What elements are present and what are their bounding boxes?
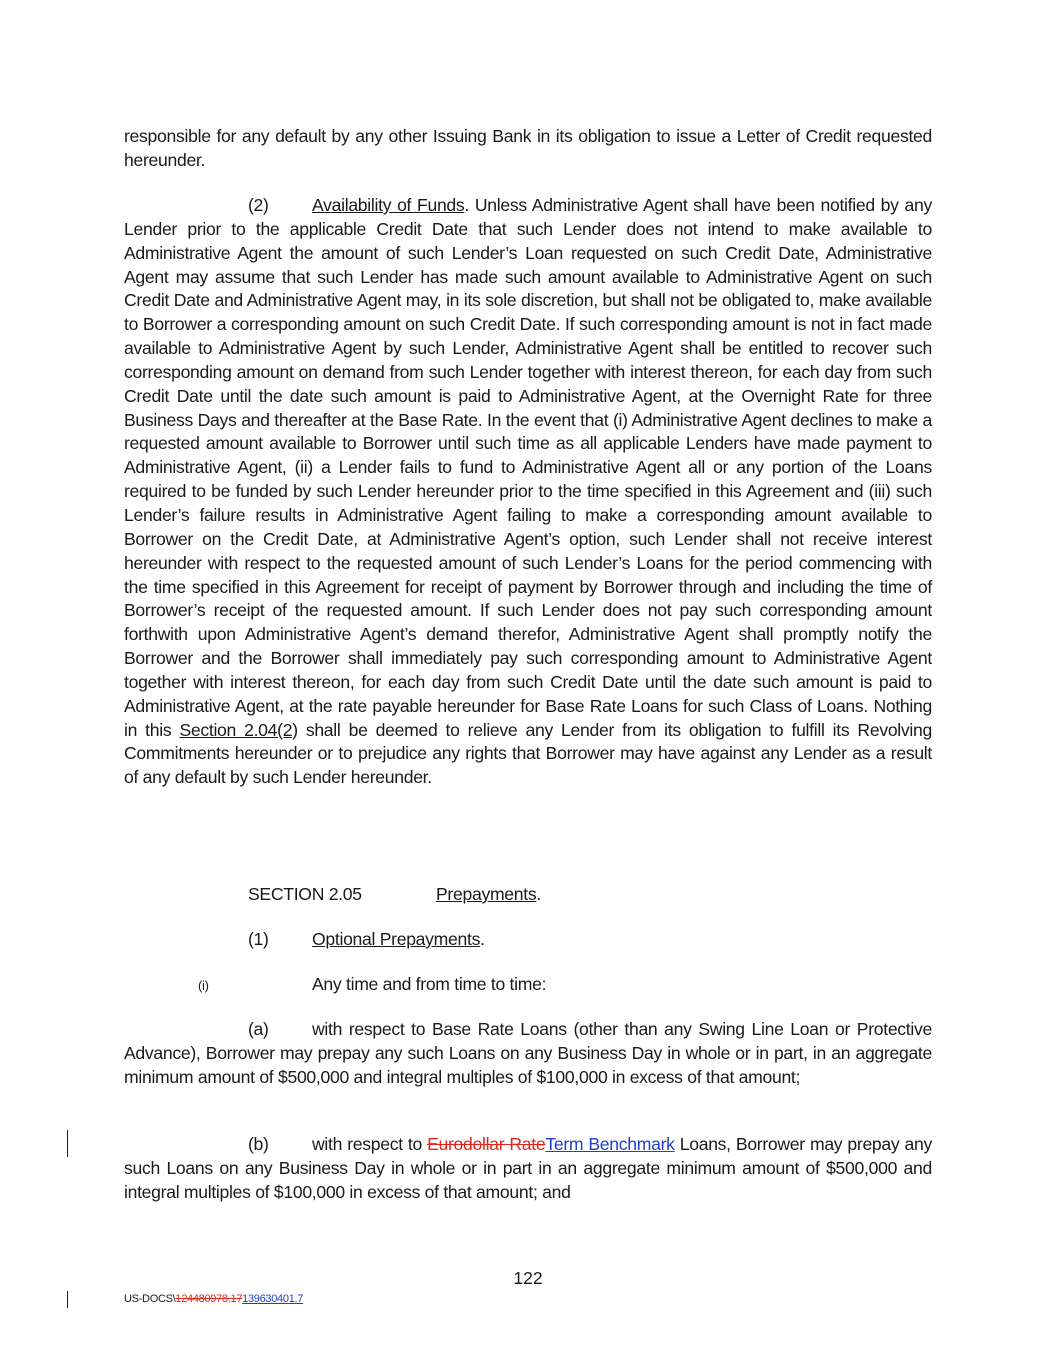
deleted-document-id: 124480978.17 <box>175 1293 243 1305</box>
clause-text: with respect to Base Rate Loans (other than any Swing Line Loan or Protective Advance), Borrower may prepay any such Loans on any Business Day in whole or in part, in an aggregate minimum amount of $500,000 and integral multiples of $100,000 in excess of that amount; <box>124 1019 932 1087</box>
clause-text-lead: with respect to <box>312 1134 428 1154</box>
paragraph-body-end: shall be deemed to relieve any Lender from its obligation to fulfill its Revolving Commitments hereunder or to prejudice any rights that Borrower may have against any Lender as a result of any default by such Lender hereunder. <box>124 719 932 788</box>
section-title-period: . <box>536 884 541 904</box>
paragraph-continued: responsible for any default by any other Issuing Bank in its obligation to issue a Letter of Credit requested hereunder. <box>124 126 932 170</box>
subsection-heading <box>248 928 485 952</box>
section-cross-reference: Section 2.04(2) <box>179 719 298 740</box>
section-heading <box>248 883 541 907</box>
inserted-text: Term Benchmark <box>545 1134 675 1154</box>
paragraph-number: (2) <box>248 195 269 215</box>
document-id <box>124 1293 303 1305</box>
paragraph-body: . Unless Administrative Agent shall have been notified by any Lender prior to the applicable Credit Date that such Lender does not intend to make available to Administrative Agent the amount of such Lender’s Loan requested on such Credit Date, Administrative Agent may assume that such Lender has made such amount available to Administrative Agent on such Credit Date and Administrative Agent may, in its sole discretion, but shall not be obligated to, make available to Borrower a corresponding amount on such Credit Date. If such corresponding amount is not in fact made available to Administrative Agent by such Lender, Administrative Agent shall be entitled to recover such corresponding amount on demand from such Lender together with interest thereon, for each day from such Credit Date until the date such amount is paid to Administrative Agent, at the Overnight Rate for three Business Days and thereafter at the Base Rate. In the event that (i) Administrative Agent declines to make a requested amount available to Borrower until such time as all applicable Lenders have made payment to Administrative Agent, (ii) a Lender fails to fund to Administrative Agent all or any portion of the Loans required to be funded by such Lender hereunder prior to the time specified in this Agreement and (iii) such Lender’s failure results in Administrative Agent failing to make a corresponding amount available to Borrower on the Credit Date, at Administrative Agent’s option, such Lender shall not receive interest hereunder with respect to the requested amount of such Lender’s Loans for the period commencing with the time specified in this Agreement for receipt of payment by Borrower through and including the time of Borrower’s receipt of the requested amount. If such Lender does not pay such corresponding amount forthwith upon Administrative Agent’s demand therefor, Administrative Agent shall promptly notify the Borrower and the Borrower shall immediately pay such corresponding amount to Administrative Agent together with interest thereon, for each day from such Credit Date until the date such amount is paid to Administrative Agent, at the rate payable hereunder for Base Rate Loans for such Class of Loans. Nothing in this <box>124 195 932 740</box>
clause-number: (b) <box>248 1134 269 1154</box>
clause-number: (a) <box>248 1019 269 1039</box>
clause-b <box>124 1133 932 1205</box>
clause-text: Loans, Borrower may prepay any such Loans on any Business Day in whole or in part in an aggregate minimum amount of $500,000 and integral multiples of $100,000 in excess of that amount; and <box>124 1134 932 1202</box>
inserted-document-id: 139630401.7 <box>242 1293 304 1305</box>
clause-a <box>124 1018 932 1090</box>
section-title: Prepayments <box>436 884 537 904</box>
footer-change-bar <box>67 1291 68 1308</box>
change-bar <box>67 1130 68 1157</box>
subsection-title-period: . <box>480 929 485 949</box>
subsection-number: (1) <box>248 929 269 949</box>
clause-number: (i) <box>198 978 209 993</box>
paragraph-heading: Availability of Funds <box>312 195 465 215</box>
page-number: 122 <box>513 1268 543 1288</box>
clause-text: Any time and from time to time: <box>312 974 547 994</box>
clause-i <box>198 973 546 998</box>
document-id-prefix: US-DOCS\ <box>124 1293 176 1305</box>
section-number: SECTION 2.05 <box>248 884 362 904</box>
paragraph-availability-of-funds <box>124 194 932 790</box>
subsection-title: Optional Prepayments <box>312 929 481 949</box>
deleted-text: Eurodollar Rate <box>427 1134 546 1154</box>
